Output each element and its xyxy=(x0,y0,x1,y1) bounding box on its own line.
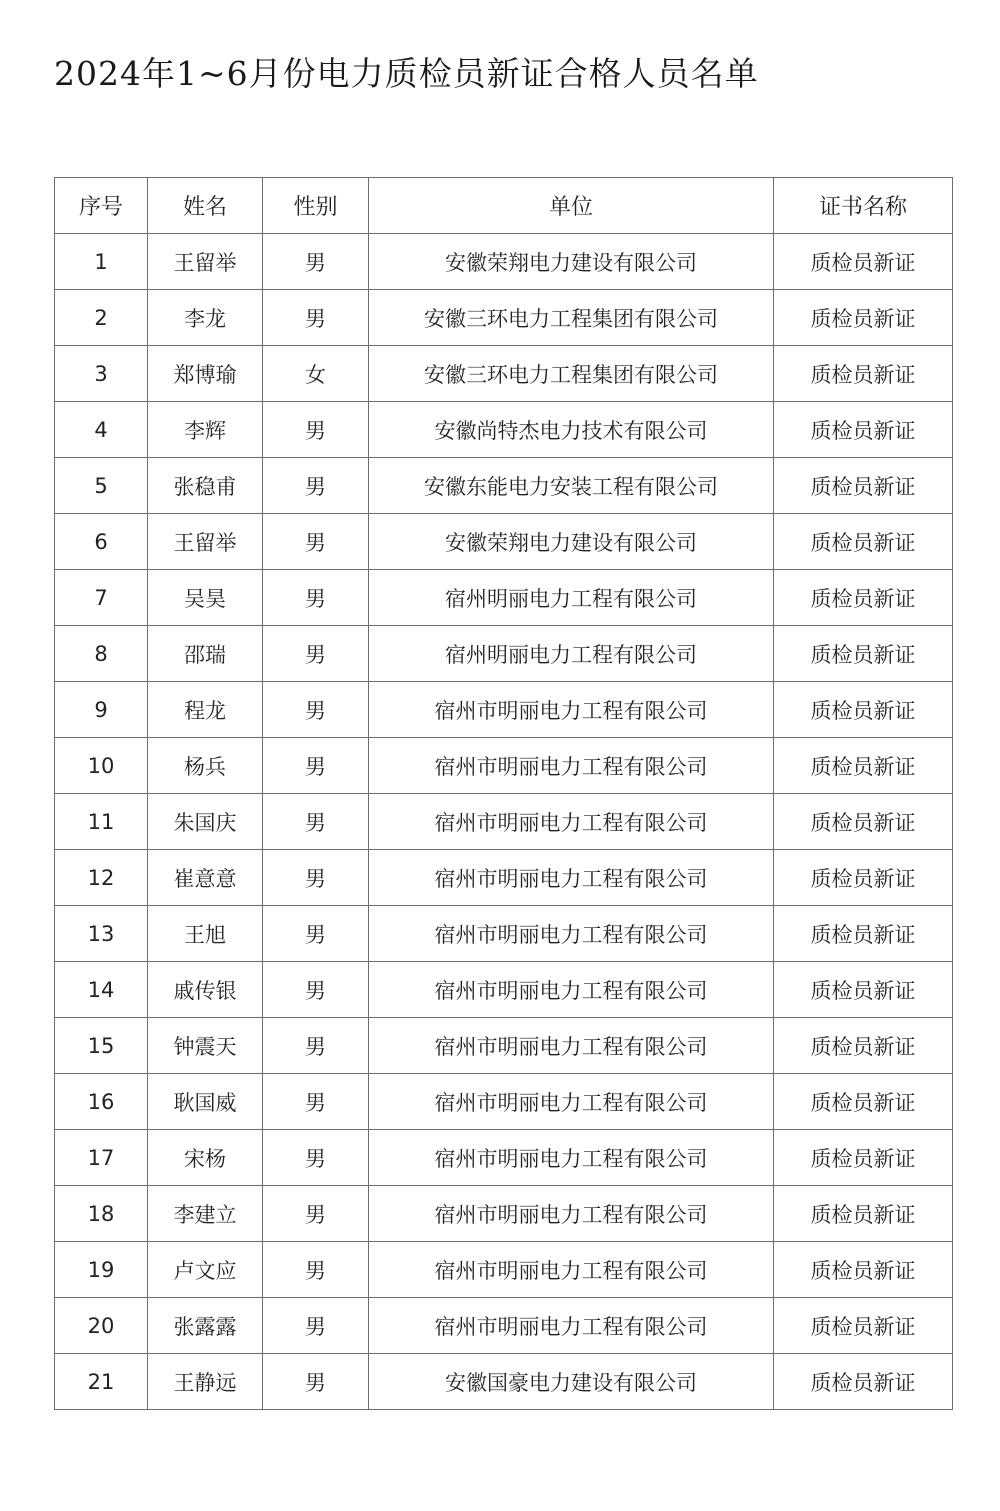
table-row xyxy=(55,1298,953,1354)
cell-index: 10 xyxy=(55,738,148,794)
cell-certificate: 质检员新证 xyxy=(774,402,953,458)
cell-unit: 宿州市明丽电力工程有限公司 xyxy=(369,1298,774,1354)
cell-certificate: 质检员新证 xyxy=(774,682,953,738)
cell-gender: 男 xyxy=(263,570,369,626)
cell-unit: 安徽东能电力安装工程有限公司 xyxy=(369,458,774,514)
table-row xyxy=(55,1130,953,1186)
cell-unit: 宿州明丽电力工程有限公司 xyxy=(369,626,774,682)
cell-certificate: 质检员新证 xyxy=(774,1074,953,1130)
cell-certificate: 质检员新证 xyxy=(774,514,953,570)
cell-name: 李建立 xyxy=(148,1186,263,1242)
cell-name: 王旭 xyxy=(148,906,263,962)
cell-gender: 男 xyxy=(263,402,369,458)
cell-name: 杨兵 xyxy=(148,738,263,794)
cell-gender: 男 xyxy=(263,1298,369,1354)
cell-gender: 男 xyxy=(263,290,369,346)
table-row xyxy=(55,1074,953,1130)
cell-certificate: 质检员新证 xyxy=(774,1354,953,1410)
cell-gender: 男 xyxy=(263,738,369,794)
cell-name: 崔意意 xyxy=(148,850,263,906)
cell-certificate: 质检员新证 xyxy=(774,962,953,1018)
cell-name: 吴昊 xyxy=(148,570,263,626)
table-row xyxy=(55,290,953,346)
cell-index: 4 xyxy=(55,402,148,458)
cell-name: 卢文应 xyxy=(148,1242,263,1298)
cell-unit: 宿州明丽电力工程有限公司 xyxy=(369,570,774,626)
cell-index: 1 xyxy=(55,234,148,290)
cell-certificate: 质检员新证 xyxy=(774,906,953,962)
cell-certificate: 质检员新证 xyxy=(774,794,953,850)
cell-certificate: 质检员新证 xyxy=(774,1186,953,1242)
table-row xyxy=(55,514,953,570)
table-body xyxy=(55,234,953,1410)
cell-gender: 男 xyxy=(263,234,369,290)
header-certificate: 证书名称 xyxy=(774,178,953,234)
cell-gender: 男 xyxy=(263,626,369,682)
table-row xyxy=(55,850,953,906)
table-row xyxy=(55,402,953,458)
cell-index: 16 xyxy=(55,1074,148,1130)
cell-certificate: 质检员新证 xyxy=(774,458,953,514)
cell-unit: 宿州市明丽电力工程有限公司 xyxy=(369,1130,774,1186)
cell-name: 邵瑞 xyxy=(148,626,263,682)
cell-certificate: 质检员新证 xyxy=(774,626,953,682)
cell-certificate: 质检员新证 xyxy=(774,290,953,346)
cell-unit: 宿州市明丽电力工程有限公司 xyxy=(369,1018,774,1074)
cell-name: 耿国威 xyxy=(148,1074,263,1130)
table-row xyxy=(55,1354,953,1410)
cell-name: 戚传银 xyxy=(148,962,263,1018)
cell-index: 12 xyxy=(55,850,148,906)
cell-unit: 宿州市明丽电力工程有限公司 xyxy=(369,850,774,906)
table-row xyxy=(55,346,953,402)
cell-gender: 男 xyxy=(263,514,369,570)
cell-certificate: 质检员新证 xyxy=(774,1298,953,1354)
cell-gender: 女 xyxy=(263,346,369,402)
cell-index: 15 xyxy=(55,1018,148,1074)
cell-unit: 安徽三环电力工程集团有限公司 xyxy=(369,290,774,346)
cell-gender: 男 xyxy=(263,962,369,1018)
cell-certificate: 质检员新证 xyxy=(774,346,953,402)
cell-index: 17 xyxy=(55,1130,148,1186)
cell-unit: 宿州市明丽电力工程有限公司 xyxy=(369,1186,774,1242)
cell-certificate: 质检员新证 xyxy=(774,850,953,906)
header-index: 序号 xyxy=(55,178,148,234)
cell-gender: 男 xyxy=(263,1074,369,1130)
cell-index: 6 xyxy=(55,514,148,570)
cell-gender: 男 xyxy=(263,850,369,906)
cell-name: 李龙 xyxy=(148,290,263,346)
cell-unit: 宿州市明丽电力工程有限公司 xyxy=(369,738,774,794)
cell-name: 程龙 xyxy=(148,682,263,738)
cell-unit: 宿州市明丽电力工程有限公司 xyxy=(369,1074,774,1130)
table-row xyxy=(55,794,953,850)
table-row xyxy=(55,738,953,794)
cell-name: 朱国庆 xyxy=(148,794,263,850)
cell-certificate: 质检员新证 xyxy=(774,1130,953,1186)
cell-gender: 男 xyxy=(263,1354,369,1410)
cell-index: 2 xyxy=(55,290,148,346)
roster-table xyxy=(54,177,953,1410)
cell-name: 郑博瑜 xyxy=(148,346,263,402)
cell-unit: 宿州市明丽电力工程有限公司 xyxy=(369,962,774,1018)
cell-name: 宋杨 xyxy=(148,1130,263,1186)
cell-index: 8 xyxy=(55,626,148,682)
cell-gender: 男 xyxy=(263,682,369,738)
cell-gender: 男 xyxy=(263,1186,369,1242)
cell-name: 钟震天 xyxy=(148,1018,263,1074)
cell-name: 王静远 xyxy=(148,1354,263,1410)
cell-unit: 安徽荣翔电力建设有限公司 xyxy=(369,514,774,570)
table-row xyxy=(55,1242,953,1298)
cell-unit: 安徽荣翔电力建设有限公司 xyxy=(369,234,774,290)
header-unit: 单位 xyxy=(369,178,774,234)
table-row xyxy=(55,626,953,682)
cell-certificate: 质检员新证 xyxy=(774,1242,953,1298)
table-row xyxy=(55,682,953,738)
cell-index: 18 xyxy=(55,1186,148,1242)
cell-index: 11 xyxy=(55,794,148,850)
cell-unit: 安徽尚特杰电力技术有限公司 xyxy=(369,402,774,458)
cell-unit: 宿州市明丽电力工程有限公司 xyxy=(369,1242,774,1298)
cell-index: 13 xyxy=(55,906,148,962)
cell-name: 张露露 xyxy=(148,1298,263,1354)
cell-unit: 宿州市明丽电力工程有限公司 xyxy=(369,794,774,850)
cell-certificate: 质检员新证 xyxy=(774,234,953,290)
cell-index: 7 xyxy=(55,570,148,626)
table-header-row xyxy=(55,178,953,234)
cell-gender: 男 xyxy=(263,1018,369,1074)
cell-unit: 宿州市明丽电力工程有限公司 xyxy=(369,906,774,962)
cell-name: 张稳甫 xyxy=(148,458,263,514)
cell-index: 20 xyxy=(55,1298,148,1354)
header-name: 姓名 xyxy=(148,178,263,234)
table-row xyxy=(55,906,953,962)
cell-unit: 宿州市明丽电力工程有限公司 xyxy=(369,682,774,738)
table-row xyxy=(55,962,953,1018)
table-row xyxy=(55,234,953,290)
cell-index: 19 xyxy=(55,1242,148,1298)
cell-gender: 男 xyxy=(263,458,369,514)
cell-index: 21 xyxy=(55,1354,148,1410)
cell-gender: 男 xyxy=(263,794,369,850)
cell-certificate: 质检员新证 xyxy=(774,1018,953,1074)
table-row xyxy=(55,570,953,626)
table-row xyxy=(55,1186,953,1242)
cell-index: 5 xyxy=(55,458,148,514)
table-row xyxy=(55,1018,953,1074)
cell-name: 王留举 xyxy=(148,514,263,570)
header-gender: 性别 xyxy=(263,178,369,234)
table-row xyxy=(55,458,953,514)
cell-name: 王留举 xyxy=(148,234,263,290)
cell-name: 李辉 xyxy=(148,402,263,458)
cell-index: 3 xyxy=(55,346,148,402)
page-title: 2024年1~6月份电力质检员新证合格人员名单 xyxy=(54,54,759,93)
cell-gender: 男 xyxy=(263,1242,369,1298)
cell-gender: 男 xyxy=(263,1130,369,1186)
cell-unit: 安徽国豪电力建设有限公司 xyxy=(369,1354,774,1410)
cell-unit: 安徽三环电力工程集团有限公司 xyxy=(369,346,774,402)
cell-certificate: 质检员新证 xyxy=(774,570,953,626)
cell-gender: 男 xyxy=(263,906,369,962)
cell-certificate: 质检员新证 xyxy=(774,738,953,794)
cell-index: 9 xyxy=(55,682,148,738)
cell-index: 14 xyxy=(55,962,148,1018)
